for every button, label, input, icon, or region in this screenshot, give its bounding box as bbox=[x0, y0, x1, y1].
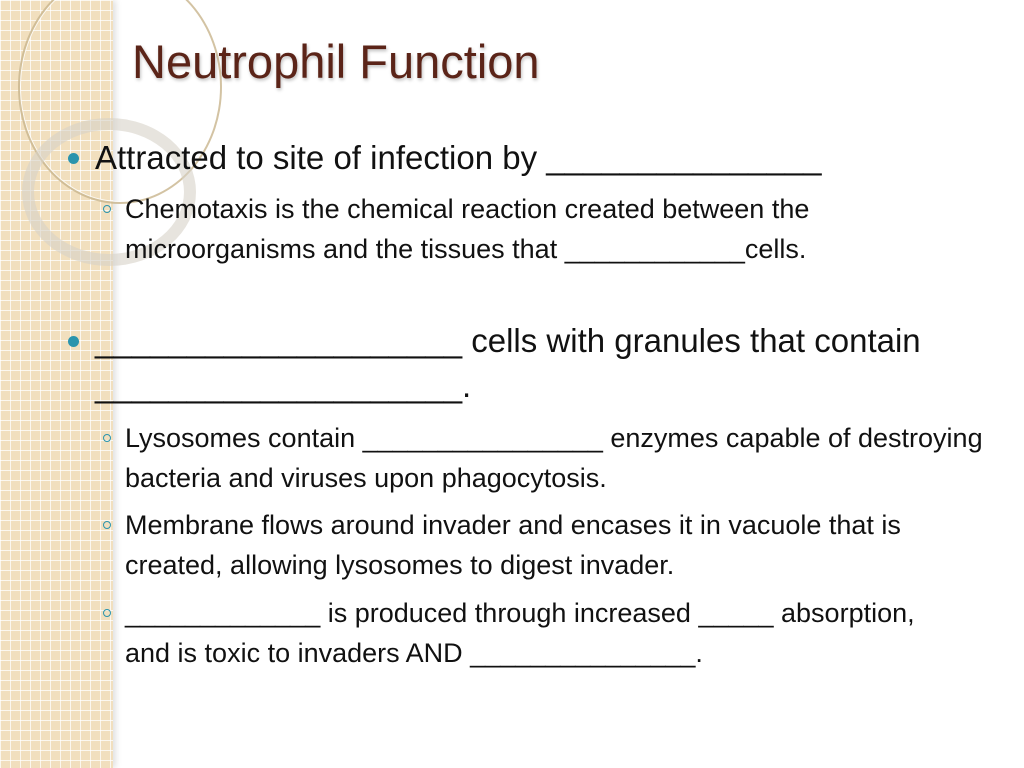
bullet: Attracted to site of infection by _______________ bbox=[95, 135, 995, 180]
sub-bullet: Lysosomes contain ________________ enzymes capable of destroying bacteria and viruses upon phagocytosis. bbox=[125, 418, 1005, 498]
sub-bullet-circle-icon bbox=[103, 205, 111, 213]
bullet-dot-icon bbox=[68, 153, 79, 164]
bullet: ____________________ cells with granules that contain ____________________. bbox=[95, 318, 945, 408]
slide-title: Neutrophil Function bbox=[132, 35, 540, 88]
sub-bullet-circle-icon bbox=[103, 521, 111, 529]
sub-bullet-circle-icon bbox=[103, 609, 111, 617]
sub-bullet: Membrane flows around invader and encases it in vacuole that is created, allowing lysosomes to digest invader. bbox=[125, 505, 1005, 585]
sub-bullet: Chemotaxis is the chemical reaction created between the microorganisms and the tissues that ____________cells. bbox=[125, 189, 995, 269]
sub-bullet-circle-icon bbox=[103, 434, 111, 442]
bullet-dot-icon bbox=[68, 336, 79, 347]
sub-bullet: _____________ is produced through increased _____ absorption, and is toxic to invaders AND _______________. bbox=[125, 593, 965, 673]
